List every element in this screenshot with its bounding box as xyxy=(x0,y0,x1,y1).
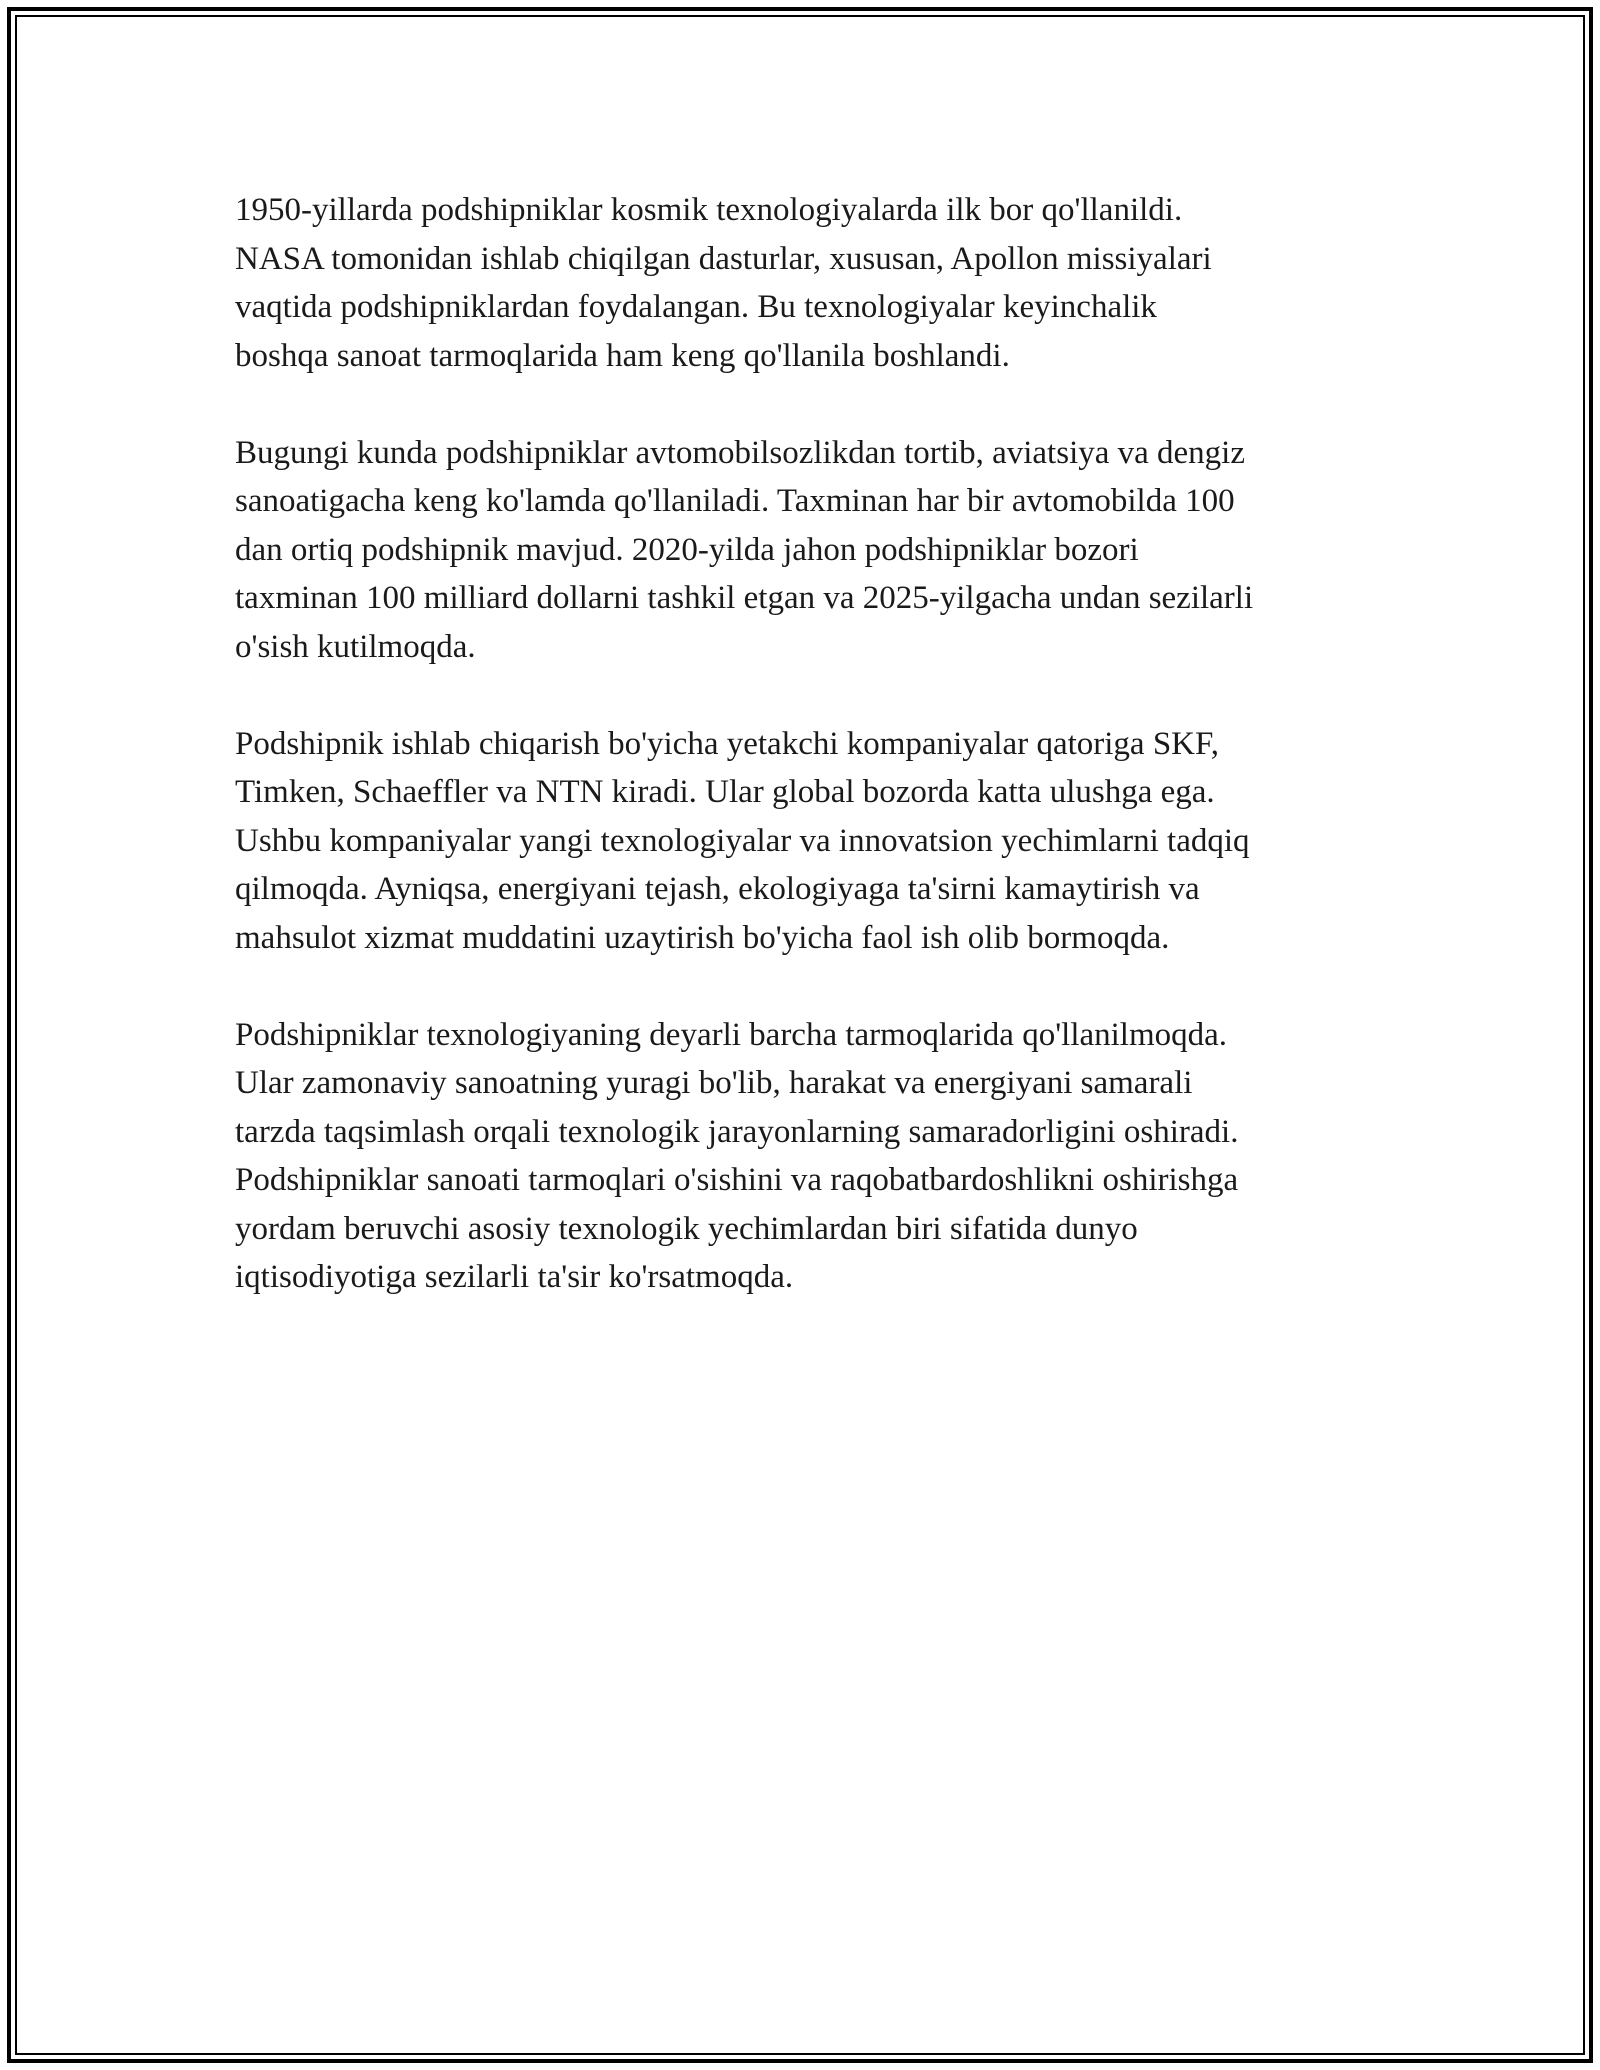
paragraph-2 xyxy=(235,429,1385,672)
text-line: Ushbu kompaniyalar yangi texnologiyalar va innovatsion yechimlarni tadqiq xyxy=(235,822,1250,859)
text-line: mahsulot xizmat muddatini uzaytirish bo'yicha faol ish olib bormoqda. xyxy=(235,919,1170,956)
text-line: Podshipniklar texnologiyaning deyarli barcha tarmoqlarida qo'llanilmoqda. xyxy=(235,1016,1228,1053)
text-line: dan ortiq podshipnik mavjud. 2020-yilda jahon podshipniklar bozori xyxy=(235,531,1139,568)
text-line: sanoatigacha keng ko'lamda qo'llaniladi. Taxminan har bir avtomobilda 100 xyxy=(235,483,1235,519)
text-line: iqtisodiyotiga sezilarli ta'sir ko'rsatmoqda. xyxy=(235,1259,794,1295)
text-line: yordam beruvchi asosiy texnologik yechimlardan biri sifatida dunyo xyxy=(235,1210,1138,1247)
text-line: Podshipnik ishlab chiqarish bo'yicha yetakchi kompaniyalar qatoriga SKF, xyxy=(235,725,1219,762)
text-line: qilmoqda. Ayniqsa, energiyani tejash, ekologiyaga ta'sirni kamaytirish va xyxy=(235,871,1200,907)
text-line: NASA tomonidan ishlab chiqilgan dasturlar, xususan, Apollon missiyalari xyxy=(235,240,1212,277)
text-line: o'sish kutilmoqda. xyxy=(235,628,476,665)
text-line: Bugungi kunda podshipniklar avtomobilsozlikdan tortib, aviatsiya va dengiz xyxy=(235,434,1245,471)
paragraph-1 xyxy=(235,186,1385,380)
text-line: 1950-yillarda podshipniklar kosmik texnologiyalarda ilk bor qo'llanildi. xyxy=(235,192,1183,228)
text-line: Podshipniklar sanoati tarmoqlari o'sishini va raqobatbardoshlikni oshirishga xyxy=(235,1162,1239,1198)
text-line: boshqa sanoat tarmoqlarida ham keng qo'llanila boshlandi. xyxy=(235,337,1010,374)
text-line: Timken, Schaeffler va NTN kiradi. Ular global bozorda katta ulushga ega. xyxy=(235,774,1215,810)
text-line: Ular zamonaviy sanoatning yuragi bo'lib, harakat va energiyani samarali xyxy=(235,1065,1193,1101)
text-line: tarzda taqsimlash orqali texnologik jarayonlarning samaradorligini oshiradi. xyxy=(235,1113,1239,1150)
text-line: vaqtida podshipniklardan foydalangan. Bu texnologiyalar keyinchalik xyxy=(235,289,1157,325)
text-line: taxminan 100 milliard dollarni tashkil etgan va 2025-yilgacha undan sezilarli xyxy=(235,580,1254,616)
document-body xyxy=(235,186,1385,1350)
paragraph-4 xyxy=(235,1011,1385,1302)
paragraph-3 xyxy=(235,720,1385,963)
